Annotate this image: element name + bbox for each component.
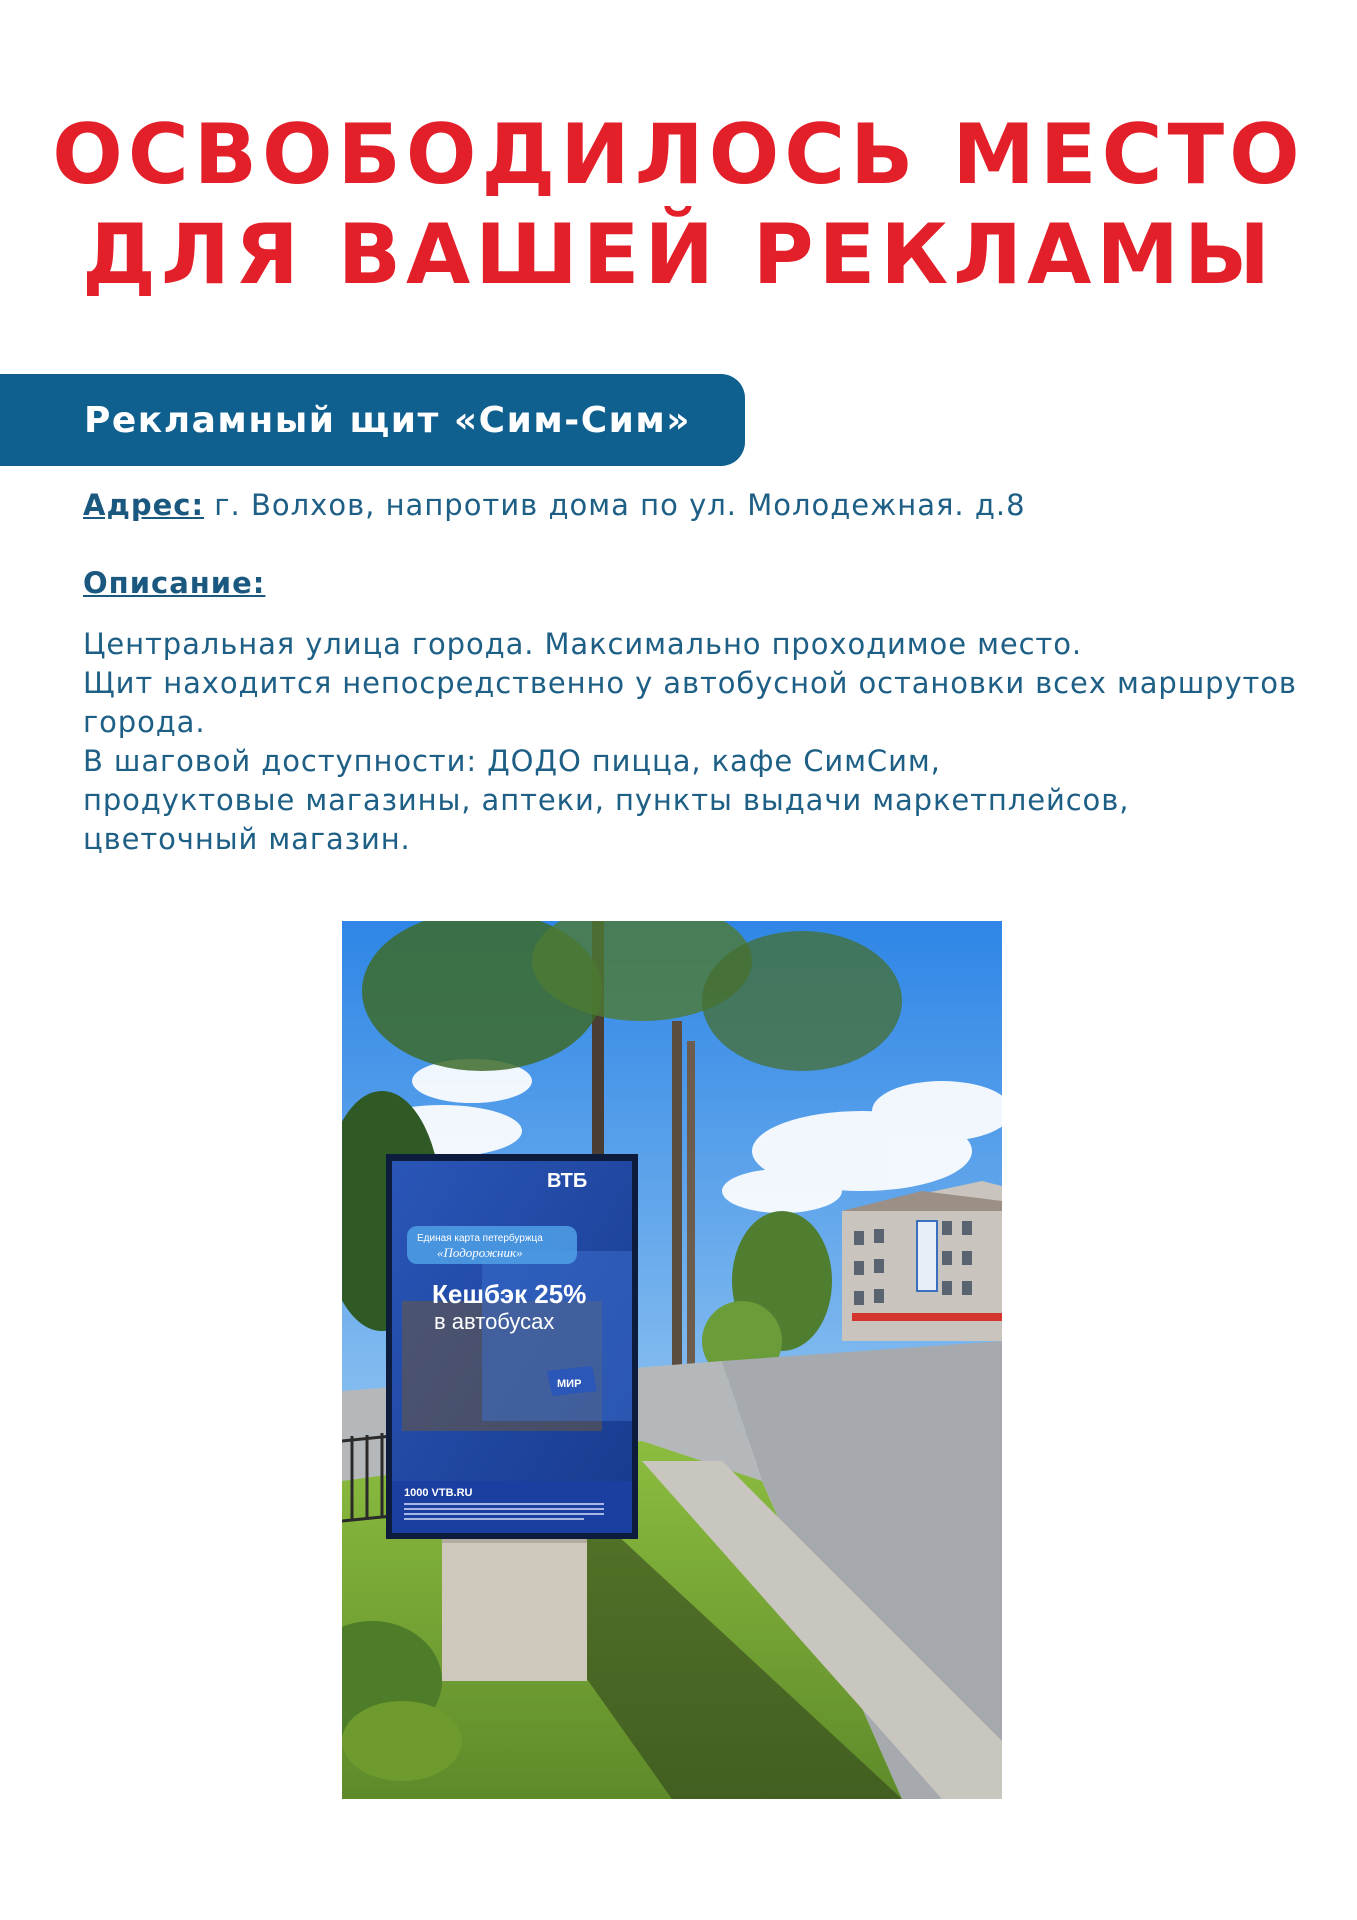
billboard-contact: 1000 VTB.RU xyxy=(404,1487,473,1499)
billboard-headline-1: Кешбэк 25% xyxy=(432,1279,587,1309)
billboard xyxy=(386,1154,638,1539)
description-line: продуктовые магазины, аптеки, пункты выдачи маркетплейсов, xyxy=(83,783,1130,817)
headline-line-2: ДЛЯ ВАШЕЙ РЕКЛАМЫ xyxy=(82,206,1275,303)
address-value: г. Волхов, напротив дома по ул. Молодежная. д.8 xyxy=(204,488,1026,522)
billboard-photo xyxy=(342,921,1002,1799)
description-line: города. xyxy=(83,705,206,739)
billboard-card-line-1: Единая карта петербуржца xyxy=(417,1233,543,1244)
description-line: цветочный магазин. xyxy=(83,822,411,856)
billboard-stand xyxy=(442,1531,587,1681)
billboard-card-line-2: «Подорожник» xyxy=(437,1245,523,1260)
description-line: Щит находится непосредственно у автобусной остановки всех маршрутов xyxy=(83,666,1297,700)
description-line: Центральная улица города. Максимально проходимое место. xyxy=(83,627,1082,661)
description-text xyxy=(83,625,1313,859)
billboard-brand: ВТБ xyxy=(547,1170,588,1192)
address-line xyxy=(83,488,1026,522)
section-banner xyxy=(0,374,745,466)
banner-title: Рекламный щит «Сим-Сим» xyxy=(84,399,692,441)
billboard-card-brand: МИР xyxy=(557,1378,582,1390)
headline-line-1: ОСВОБОДИЛОСЬ МЕСТО xyxy=(52,106,1305,203)
billboard-headline-2: в автобусах xyxy=(434,1309,555,1334)
headline xyxy=(0,105,1357,305)
description-line: В шаговой доступности: ДОДО пицца, кафе СимСим, xyxy=(83,744,941,778)
description-label: Описание: xyxy=(83,566,266,600)
building xyxy=(842,1181,1002,1341)
address-label: Адрес: xyxy=(83,488,205,522)
